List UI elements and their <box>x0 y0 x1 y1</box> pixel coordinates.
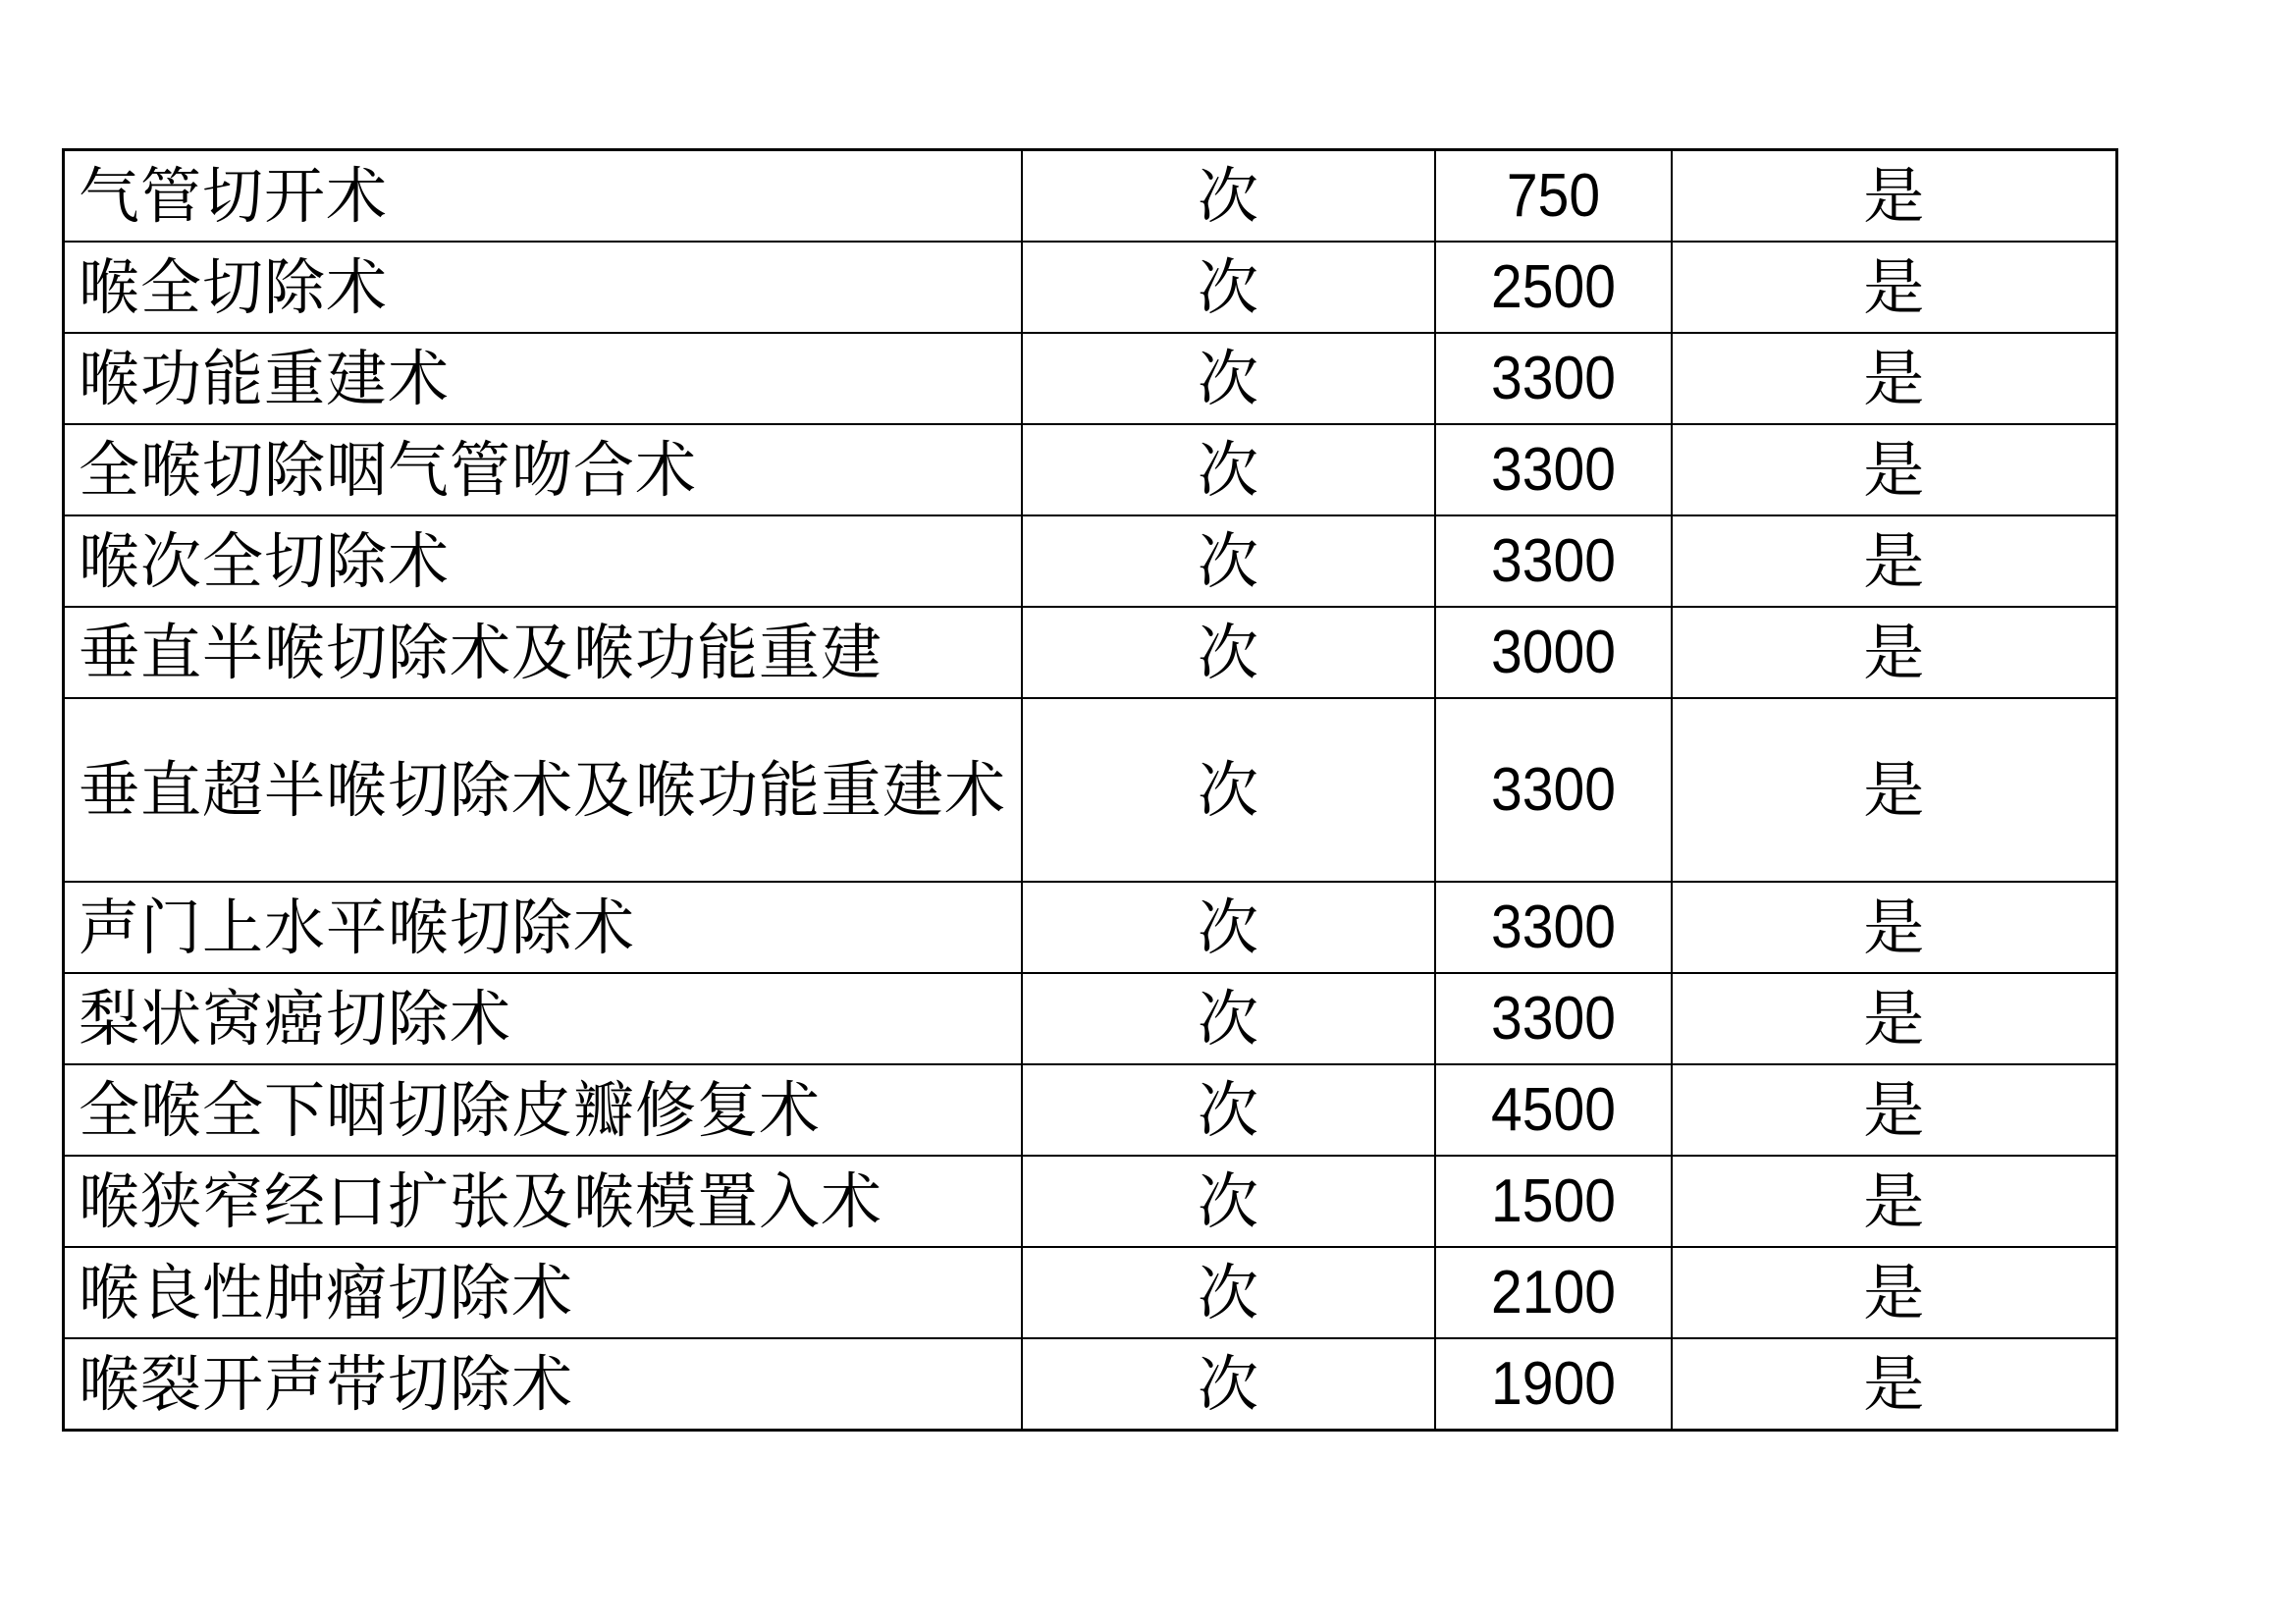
unit-cell: 次 <box>1022 150 1435 243</box>
flag-cell: 是 <box>1672 242 2117 333</box>
table-row <box>64 1338 2117 1431</box>
procedure-price-table <box>62 148 2118 1432</box>
table-row <box>64 698 2117 882</box>
procedure-name: 声门上水平喉切除术 <box>64 882 1022 973</box>
table-row <box>64 1247 2117 1338</box>
price-cell: 750 <box>1444 150 1662 243</box>
table-row <box>64 515 2117 607</box>
table-row <box>64 333 2117 424</box>
procedure-name: 喉良性肿瘤切除术 <box>64 1247 1022 1338</box>
price-cell: 3000 <box>1444 607 1662 698</box>
table-row <box>64 242 2117 333</box>
price-cell: 3300 <box>1444 882 1662 973</box>
table-row <box>64 607 2117 698</box>
unit-cell: 次 <box>1022 424 1435 515</box>
flag-cell: 是 <box>1672 150 2117 243</box>
procedure-name: 喉狭窄经口扩张及喉模置入术 <box>64 1156 1022 1247</box>
procedure-name: 喉次全切除术 <box>64 515 1022 607</box>
table-row <box>64 1064 2117 1156</box>
unit-cell: 次 <box>1022 698 1435 882</box>
procedure-name: 垂直超半喉切除术及喉功能重建术 <box>64 698 1022 882</box>
unit-cell: 次 <box>1022 1156 1435 1247</box>
flag-cell: 是 <box>1672 515 2117 607</box>
unit-cell: 次 <box>1022 1064 1435 1156</box>
unit-cell: 次 <box>1022 1247 1435 1338</box>
flag-cell: 是 <box>1672 1064 2117 1156</box>
price-cell: 2500 <box>1444 242 1662 333</box>
unit-cell: 次 <box>1022 973 1435 1064</box>
table-row <box>64 424 2117 515</box>
flag-cell: 是 <box>1672 698 2117 882</box>
flag-cell: 是 <box>1672 333 2117 424</box>
flag-cell: 是 <box>1672 424 2117 515</box>
price-cell: 1500 <box>1444 1156 1662 1247</box>
price-cell: 1900 <box>1444 1338 1662 1431</box>
flag-cell: 是 <box>1672 607 2117 698</box>
procedure-name: 全喉切除咽气管吻合术 <box>64 424 1022 515</box>
procedure-name: 喉全切除术 <box>64 242 1022 333</box>
procedure-name: 梨状窝癌切除术 <box>64 973 1022 1064</box>
procedure-name: 垂直半喉切除术及喉功能重建 <box>64 607 1022 698</box>
price-cell: 3300 <box>1444 698 1662 882</box>
flag-cell: 是 <box>1672 882 2117 973</box>
price-cell: 3300 <box>1444 973 1662 1064</box>
procedure-name: 全喉全下咽切除皮瓣修复术 <box>64 1064 1022 1156</box>
price-cell: 3300 <box>1444 424 1662 515</box>
table-row <box>64 1156 2117 1247</box>
unit-cell: 次 <box>1022 882 1435 973</box>
unit-cell: 次 <box>1022 242 1435 333</box>
price-cell: 4500 <box>1444 1064 1662 1156</box>
price-cell: 2100 <box>1444 1247 1662 1338</box>
unit-cell: 次 <box>1022 515 1435 607</box>
table-row <box>64 882 2117 973</box>
unit-cell: 次 <box>1022 333 1435 424</box>
flag-cell: 是 <box>1672 1156 2117 1247</box>
procedure-name: 气管切开术 <box>64 150 1022 243</box>
table-row <box>64 150 2117 243</box>
unit-cell: 次 <box>1022 1338 1435 1431</box>
price-cell: 3300 <box>1444 515 1662 607</box>
procedure-name: 喉功能重建术 <box>64 333 1022 424</box>
price-cell: 3300 <box>1444 333 1662 424</box>
procedure-name: 喉裂开声带切除术 <box>64 1338 1022 1431</box>
flag-cell: 是 <box>1672 1247 2117 1338</box>
table-row <box>64 973 2117 1064</box>
flag-cell: 是 <box>1672 1338 2117 1431</box>
flag-cell: 是 <box>1672 973 2117 1064</box>
unit-cell: 次 <box>1022 607 1435 698</box>
